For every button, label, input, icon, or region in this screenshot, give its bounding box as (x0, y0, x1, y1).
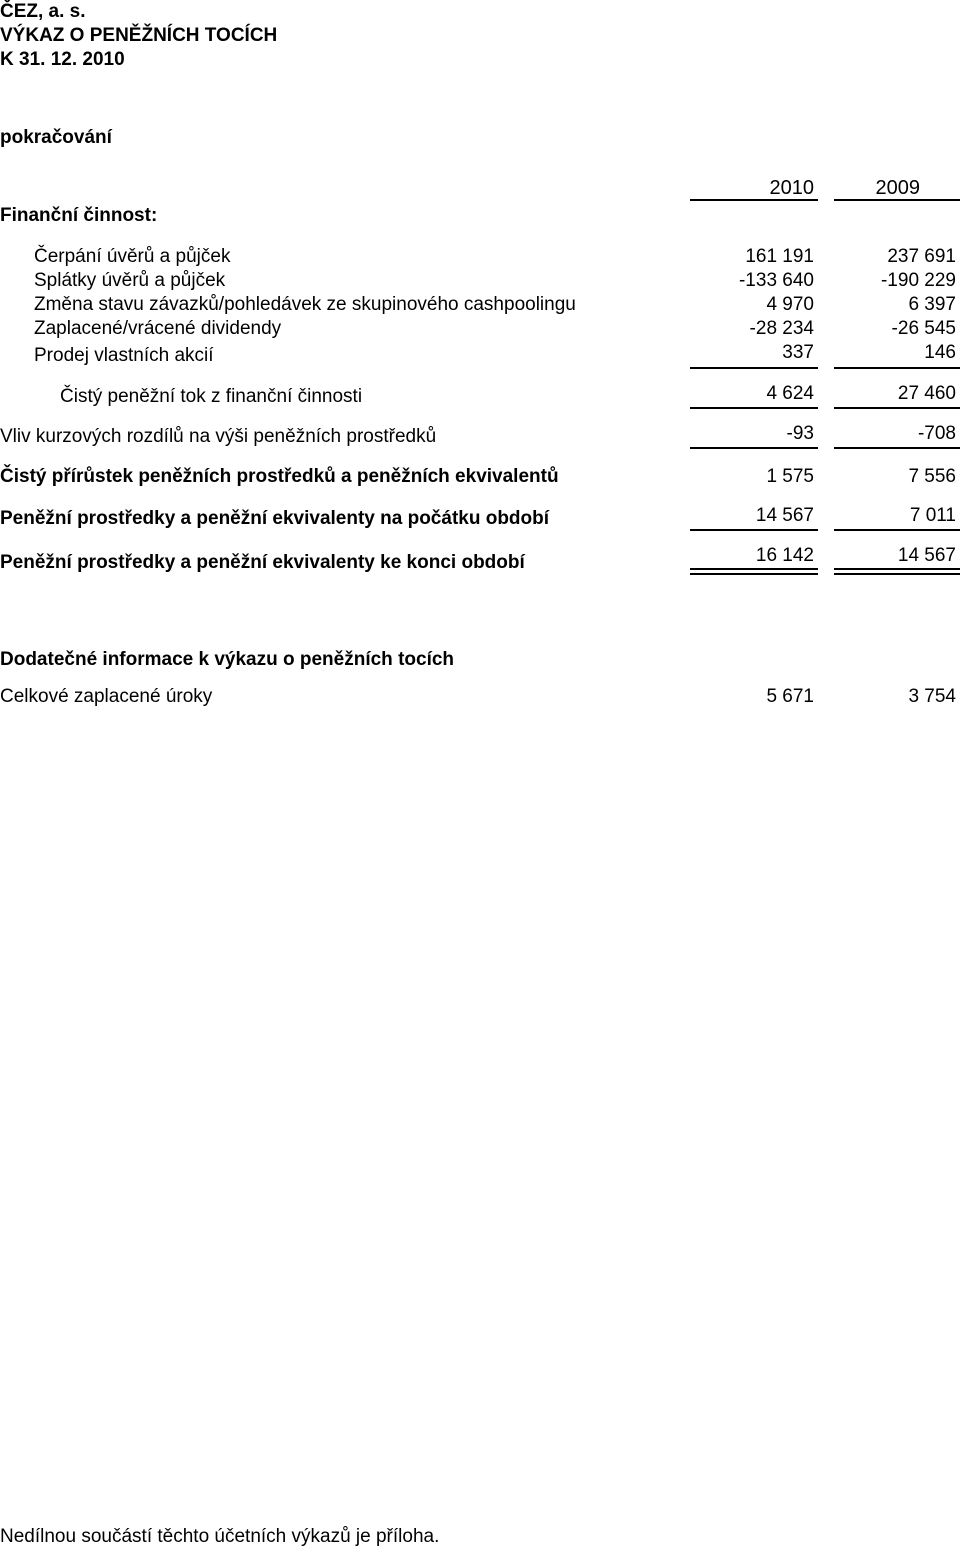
header-underline-2010 (690, 199, 818, 201)
row-value-2010: 161 191 (745, 246, 814, 267)
subtotal-underline-2009 (834, 407, 960, 409)
subtotal-rule-2009 (834, 367, 960, 369)
row-value-2009: 237 691 (887, 246, 956, 267)
row-label: Prodej vlastních akcií (34, 345, 214, 366)
row-label: Vliv kurzových rozdílů na výši peněžních prostředků (0, 426, 437, 447)
company-name: ČEZ, a. s. (0, 1, 86, 22)
end-double-rule-bottom-2010 (690, 573, 818, 575)
subtotal-underline-2010 (690, 407, 818, 409)
row-label: Čistý přírůstek peněžních prostředků a peněžních ekvivalentů (0, 466, 559, 487)
continuation-label: pokračování (0, 127, 112, 148)
subtotal-rule-2010 (690, 367, 818, 369)
footer-note: Nedílnou součástí těchto účetních výkazů je příloha. (0, 1526, 440, 1547)
row-value-2009: 14 567 (897, 545, 956, 566)
row-value-2010: -28 234 (749, 318, 814, 339)
row-value-2009: -708 (917, 423, 956, 444)
row-value-2010: -93 (786, 423, 814, 444)
end-double-rule-top-2009 (834, 568, 960, 570)
row-value-2009: 6 397 (908, 294, 956, 315)
end-double-rule-bottom-2009 (834, 573, 960, 575)
row-value-2009: 7 011 (909, 505, 956, 526)
row-value-2010: -133 640 (738, 270, 814, 291)
fx-underline-2010 (690, 447, 818, 449)
row-value-2009: 7 556 (908, 466, 956, 487)
row-value-2010: 5 671 (766, 686, 814, 707)
row-value-2010: 4 970 (766, 294, 814, 315)
row-value-2010: 14 567 (755, 505, 814, 526)
supplementary-title: Dodatečné informace k výkazu o peněžních tocích (0, 649, 455, 670)
row-label: Čistý peněžní tok z finanční činnosti (60, 386, 363, 407)
row-label: Čerpání úvěrů a půjček (34, 246, 231, 267)
row-label: Peněžní prostředky a peněžní ekvivalenty ke konci období (0, 552, 525, 573)
column-header-2009: 2009 (875, 177, 920, 199)
fx-underline-2009 (834, 447, 960, 449)
row-value-2009: -26 545 (891, 318, 956, 339)
row-value-2009: 146 (924, 342, 956, 363)
row-label: Splátky úvěrů a půjček (34, 270, 226, 291)
row-value-2009: -190 229 (880, 270, 956, 291)
section-title: Finanční činnost: (0, 205, 158, 226)
row-label: Změna stavu závazků/pohledávek ze skupinového cashpoolingu (34, 294, 576, 315)
begin-underline-2009 (834, 529, 960, 531)
row-label: Zaplacené/vrácené dividendy (34, 318, 282, 339)
row-value-2010: 4 624 (766, 383, 814, 404)
row-value-2009: 3 754 (908, 686, 956, 707)
begin-underline-2010 (690, 529, 818, 531)
row-value-2010: 337 (782, 342, 814, 363)
end-double-rule-top-2010 (690, 568, 818, 570)
header-underline-2009 (834, 199, 960, 201)
statement-date: K 31. 12. 2010 (0, 49, 125, 70)
row-label: Peněžní prostředky a peněžní ekvivalenty na počátku období (0, 508, 550, 529)
column-header-2010: 2010 (769, 177, 814, 199)
row-label: Celkové zaplacené úroky (0, 686, 213, 707)
row-value-2010: 16 142 (755, 545, 814, 566)
row-value-2010: 1 575 (766, 466, 814, 487)
row-value-2009: 27 460 (897, 383, 956, 404)
statement-title: VÝKAZ O PENĚŽNÍCH TOCÍCH (0, 25, 278, 46)
